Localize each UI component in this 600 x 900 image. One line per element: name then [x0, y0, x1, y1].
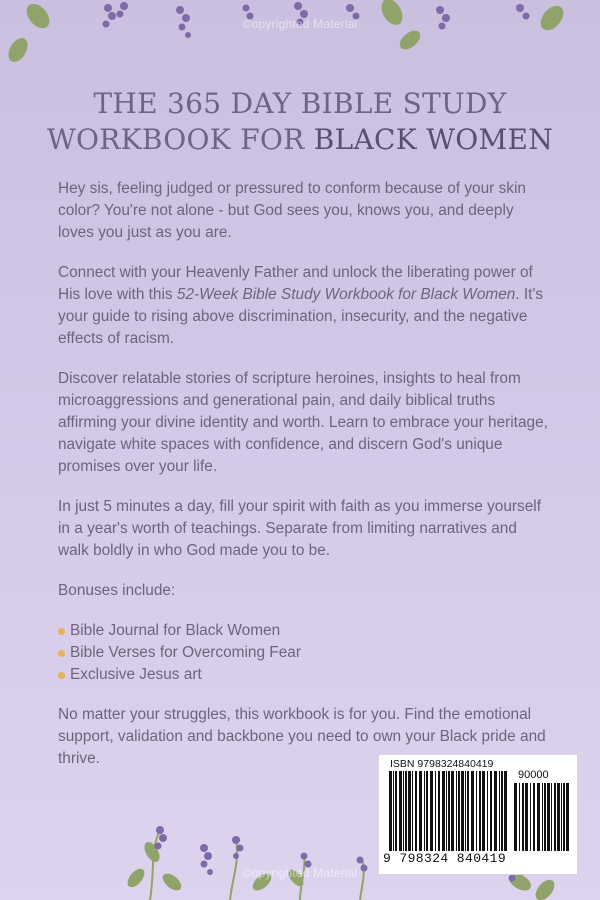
- barcode-bar: [412, 771, 413, 851]
- blurb: [58, 178, 548, 788]
- bonus-item: [58, 642, 548, 664]
- barcode-bar: [530, 783, 531, 851]
- barcode-bar: [471, 771, 474, 851]
- barcode-bar: [479, 771, 481, 851]
- barcode-bar: [442, 771, 445, 851]
- barcode-bar: [456, 771, 457, 851]
- barcode-bar: [499, 771, 500, 851]
- barcode-bar: [430, 771, 433, 851]
- barcode-bar: [465, 771, 466, 851]
- bullet-dot-icon: [58, 628, 65, 635]
- barcode-bar: [424, 771, 425, 851]
- barcode-bar: [563, 783, 565, 851]
- bonuses-list: [58, 620, 548, 686]
- isbn-barcode: [378, 754, 578, 875]
- barcode-bar: [467, 771, 469, 851]
- barcode-bar: [458, 771, 460, 851]
- blurb-paragraph-2-end: . It's your guide to rising above discrimination, insecurity, and the negative effects of racism.: [58, 286, 544, 347]
- title-line-2: [30, 122, 570, 158]
- blurb-paragraph-1: Hey sis, feeling judged or pressured to conform because of your skin color? You're not alone - but God sees you, knows you, and deeply loves you just as you are.: [58, 180, 526, 241]
- barcode-bar: [547, 783, 550, 851]
- barcode-bar: [408, 771, 411, 851]
- barcode-bar: [557, 783, 560, 851]
- blurb-paragraph-2-italic-title: 52-Week Bible Study Workbook for Black Women: [176, 286, 516, 303]
- title-line-1: THE 365 DAY BIBLE STUDY: [93, 87, 507, 120]
- barcode-bar: [537, 783, 540, 851]
- bullet-dot-icon: [58, 650, 65, 657]
- bonus-item: [58, 664, 548, 686]
- bonuses-heading: Bonuses include:: [58, 582, 176, 599]
- bonus-item-label: Bible Journal for Black Women: [70, 622, 281, 639]
- bonus-item-label: Exclusive Jesus art: [70, 666, 202, 683]
- barcode-bar: [514, 783, 517, 851]
- barcode-bar: [533, 783, 535, 851]
- barcode-bar: [476, 771, 477, 851]
- price-code: 90000: [518, 769, 549, 781]
- barcode-bar: [490, 771, 492, 851]
- barcode-bar: [426, 771, 428, 851]
- barcode-bar: [504, 771, 507, 851]
- ean-digits: 9 798324 840419: [383, 851, 507, 866]
- barcode-bar: [542, 783, 543, 851]
- barcode-bar: [519, 783, 520, 851]
- isbn-label: ISBN 9798324840419: [390, 758, 494, 770]
- bonus-item-label: Bible Verses for Overcoming Fear: [70, 644, 301, 661]
- lavender-flowers-top-decoration: [0, 0, 600, 80]
- barcode-bar: [403, 771, 404, 851]
- title-line-2-emphasis: BLACK WOMEN: [313, 123, 554, 156]
- title-line-2-lead: WORKBOOK FOR: [46, 123, 314, 156]
- barcode-bar: [448, 771, 450, 851]
- barcode-bar: [435, 771, 436, 851]
- barcode-bar: [451, 771, 454, 851]
- barcode-bar: [544, 783, 546, 851]
- watermark-bottom: ©opyrighted Material: [242, 866, 358, 880]
- barcode-bar: [419, 771, 422, 851]
- barcode-bar: [438, 771, 440, 851]
- blurb-paragraph-3: Discover relatable stories of scripture heroines, insights to heal from microaggressions and generational pain, and daily biblical truths affirming your divine identity and worth. Learn to embrace your heritage, navigate white spaces with confidence, and discern God's unique promises over your life.: [58, 370, 548, 475]
- bonus-item: [58, 620, 548, 642]
- barcode-bar: [446, 771, 447, 851]
- barcode-bar: [395, 771, 397, 851]
- barcode-bar: [487, 771, 488, 851]
- barcode-bar: [399, 771, 402, 851]
- barcode-bar: [405, 771, 407, 851]
- barcode-bar: [393, 771, 394, 851]
- barcode-bar: [522, 783, 524, 851]
- barcode-bar: [554, 783, 556, 851]
- barcode-bar: [501, 771, 503, 851]
- barcode-bar: [415, 771, 417, 851]
- bullet-dot-icon: [58, 672, 65, 679]
- barcode-bar: [461, 771, 464, 851]
- watermark-top: ©opyrighted Material: [242, 17, 358, 31]
- book-title: [30, 86, 570, 158]
- barcode-bar: [525, 783, 528, 851]
- blurb-paragraph-2-start: Connect with your Heavenly Father and unlock the liberating power of His love with this: [58, 264, 533, 303]
- barcode-bar: [389, 771, 392, 851]
- barcode-bar: [566, 783, 569, 851]
- barcode-bar: [551, 783, 552, 851]
- blurb-paragraph-2: [58, 262, 548, 350]
- blurb-paragraph-4: In just 5 minutes a day, fill your spirit with faith as you immerse yourself in a year's worth of teachings. Separate from limiting narratives and walk boldly in who God made you to be.: [58, 498, 541, 559]
- barcode-bar: [482, 771, 485, 851]
- barcode-bar: [561, 783, 562, 851]
- barcode-bar: [494, 771, 497, 851]
- blurb-paragraph-5: No matter your struggles, this workbook is for you. Find the emotional support, validation and backbone you need to own your Black pride and thrive.: [58, 706, 546, 767]
